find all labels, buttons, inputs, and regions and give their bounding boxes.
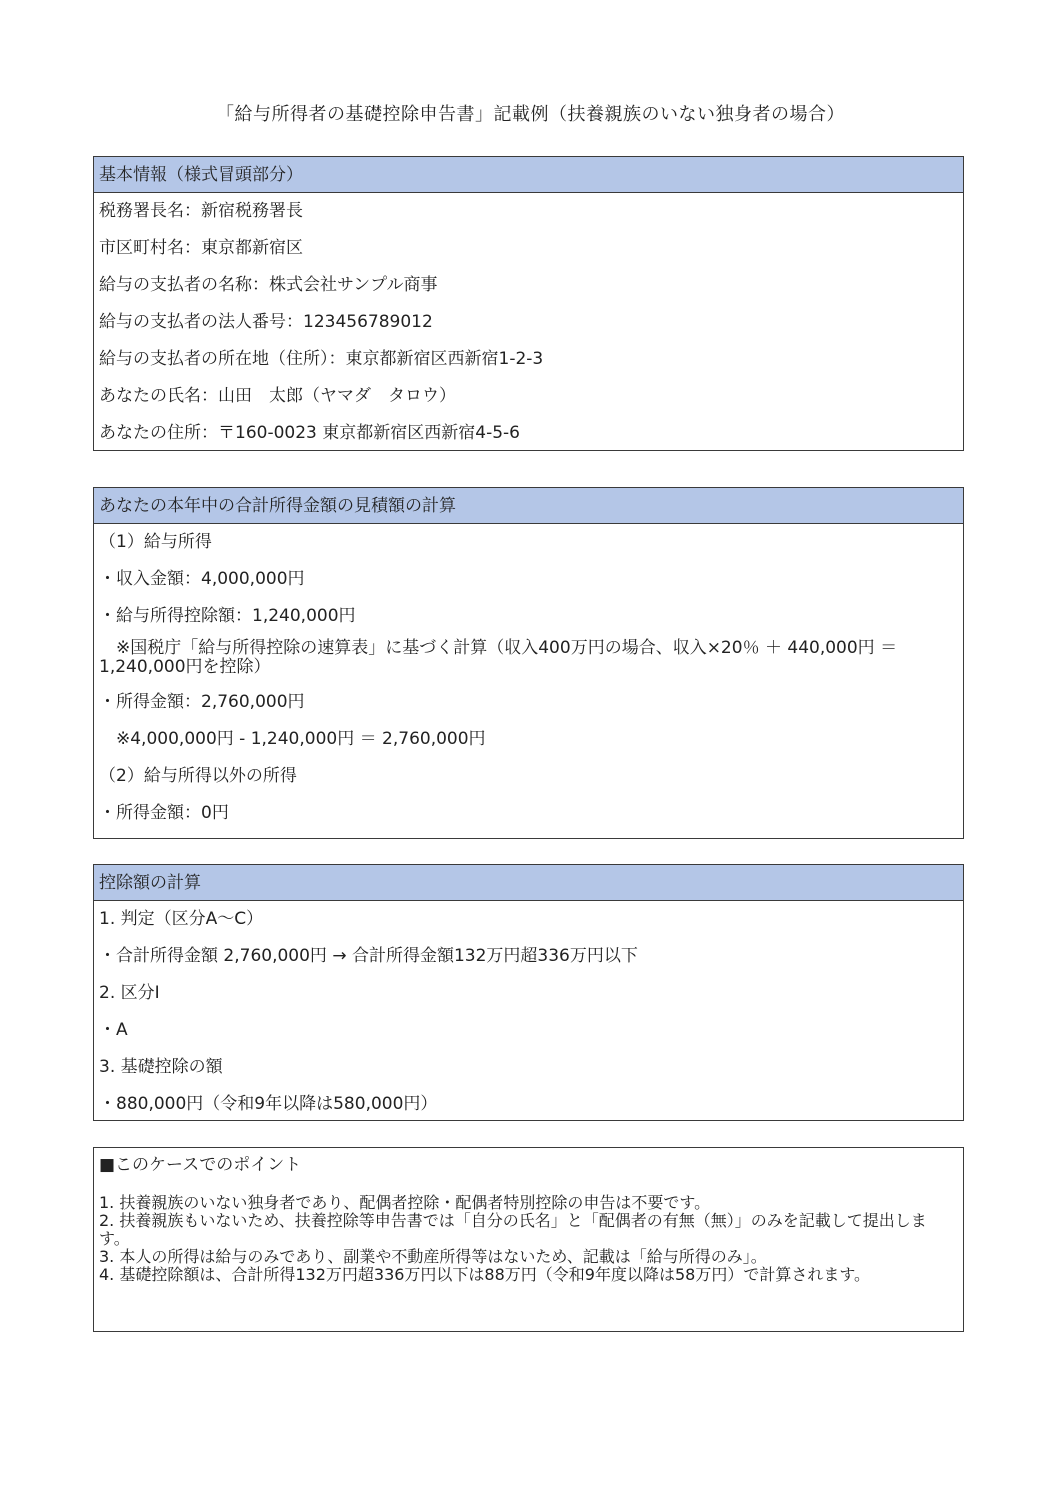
deduction-calc-header: 控除額の計算: [94, 865, 963, 901]
municipality-line: 市区町村名：東京都新宿区: [99, 238, 303, 258]
points-section: [93, 1147, 964, 1332]
your-address-line: あなたの住所：〒160-0023 東京都新宿区西新宿4-5-6: [99, 423, 520, 443]
other-income-amount-line: ・所得金額：0円: [99, 803, 229, 823]
total-income-line: ・合計所得金額 2,760,000円 → 合計所得金額132万円超336万円以下: [99, 946, 638, 966]
salary-deduction-line: ・給与所得控除額：1,240,000円: [99, 606, 356, 626]
point-item: 3. 本人の所得は給与のみであり、副業や不動産所得等はないため、記載は「給与所得のみ」。: [99, 1247, 767, 1266]
revenue-amount-line: ・収入金額：4,000,000円: [99, 569, 305, 589]
points-title: ■このケースでのポイント: [99, 1155, 302, 1175]
deduction-note: ※国税庁「給与所得控除の速算表」に基づく計算（収入400万円の場合、収入×20％ ＋ 440,000円 ＝ 1,240,000円を控除）: [99, 638, 898, 677]
category-value: ・A: [99, 1020, 128, 1040]
payer-corporate-number-line: 給与の支払者の法人番号：123456789012: [99, 312, 433, 332]
payer-address-line: 給与の支払者の所在地（住所）：東京都新宿区西新宿1-2-3: [99, 349, 544, 369]
salary-income-heading: （1）給与所得: [99, 532, 212, 552]
basic-info-section: [93, 156, 964, 451]
income-calc-section: [93, 487, 964, 839]
document-title: 「給与所得者の基礎控除申告書」記載例（扶養親族のいない独身者の場合）: [216, 104, 845, 125]
tax-office-line: 税務署長名：新宿税務署長: [99, 201, 303, 221]
judgment-heading: 1. 判定（区分A～C）: [99, 909, 264, 929]
category-heading: 2. 区分Ⅰ: [99, 983, 160, 1003]
income-calc-header: あなたの本年中の合計所得金額の見積額の計算: [94, 488, 963, 524]
point-item: 4. 基礎控除額は、合計所得132万円超336万円以下は88万円（令和9年度以降は58万円）で計算されます。: [99, 1265, 871, 1284]
point-item: 1. 扶養親族のいない独身者であり、配偶者控除・配偶者特別控除の申告は不要です。: [99, 1193, 711, 1212]
deduction-calc-section: [93, 864, 964, 1121]
your-name-line: あなたの氏名：山田 太郎（ヤマダ タロウ）: [99, 386, 456, 406]
payer-name-line: 給与の支払者の名称：株式会社サンプル商事: [99, 275, 438, 295]
point-item: 2. 扶養親族もいないため、扶養控除等申告書では「自分の氏名」と「配偶者の有無（無）」のみを記載して提出します。: [99, 1211, 927, 1248]
basic-info-header: 基本情報（様式冒頭部分）: [94, 157, 963, 193]
other-income-heading: （2）給与所得以外の所得: [99, 766, 297, 786]
income-calc-note: ※4,000,000円 - 1,240,000円 ＝ 2,760,000円: [99, 729, 486, 749]
income-amount-line: ・所得金額：2,760,000円: [99, 692, 305, 712]
basic-deduction-heading: 3. 基礎控除の額: [99, 1057, 223, 1077]
basic-deduction-amount: ・880,000円（令和9年以降は580,000円）: [99, 1094, 438, 1114]
